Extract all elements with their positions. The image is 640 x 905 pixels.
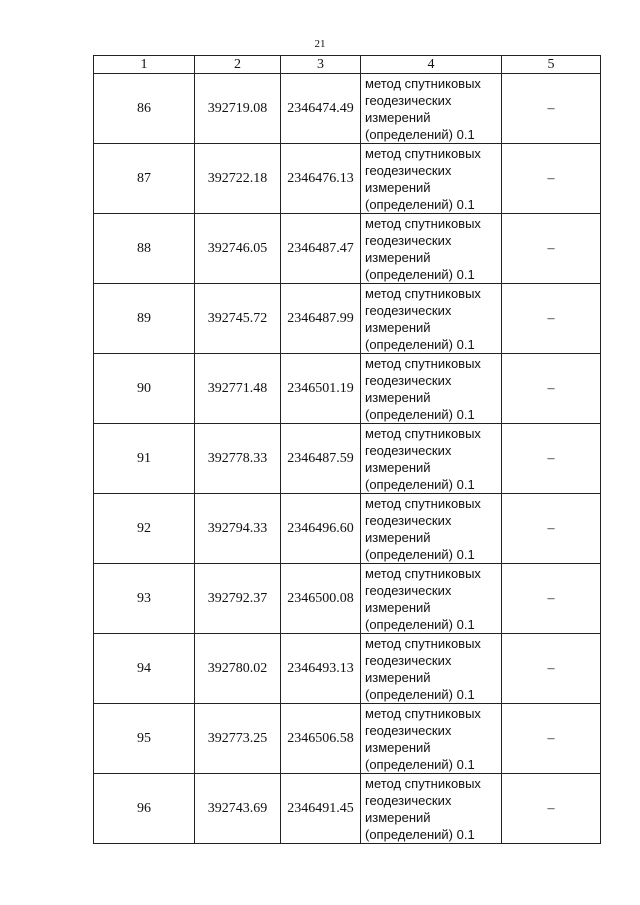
method-text: метод спутниковых геодезических измерений (определений) 0.1 bbox=[365, 495, 481, 562]
method-text: метод спутниковых геодезических измерений (определений) 0.1 bbox=[365, 705, 481, 772]
point-number-cell: 96 bbox=[94, 774, 195, 844]
point-number-cell: 89 bbox=[94, 284, 195, 354]
column-header: 2 bbox=[195, 56, 281, 74]
table-row bbox=[94, 424, 601, 494]
note-cell: – bbox=[502, 284, 601, 354]
method-cell bbox=[361, 774, 502, 844]
point-number-cell: 94 bbox=[94, 634, 195, 704]
y-coordinate-cell: 2346491.45 bbox=[281, 774, 361, 844]
table-row bbox=[94, 634, 601, 704]
x-coordinate-cell: 392743.69 bbox=[195, 774, 281, 844]
table-row bbox=[94, 494, 601, 564]
column-header: 5 bbox=[502, 56, 601, 74]
method-cell bbox=[361, 354, 502, 424]
x-coordinate-cell: 392778.33 bbox=[195, 424, 281, 494]
method-cell bbox=[361, 424, 502, 494]
point-number-cell: 87 bbox=[94, 144, 195, 214]
column-header: 3 bbox=[281, 56, 361, 74]
table-header-row bbox=[94, 56, 601, 74]
note-cell: – bbox=[502, 424, 601, 494]
method-cell bbox=[361, 494, 502, 564]
method-text: метод спутниковых геодезических измерений (определений) 0.1 bbox=[365, 75, 481, 142]
y-coordinate-cell: 2346487.99 bbox=[281, 284, 361, 354]
table-body bbox=[94, 74, 601, 844]
method-cell bbox=[361, 564, 502, 634]
method-cell bbox=[361, 284, 502, 354]
note-cell: – bbox=[502, 214, 601, 284]
note-cell: – bbox=[502, 354, 601, 424]
point-number-cell: 93 bbox=[94, 564, 195, 634]
table-row bbox=[94, 774, 601, 844]
point-number-cell: 92 bbox=[94, 494, 195, 564]
method-text: метод спутниковых геодезических измерений (определений) 0.1 bbox=[365, 215, 481, 282]
y-coordinate-cell: 2346493.13 bbox=[281, 634, 361, 704]
x-coordinate-cell: 392780.02 bbox=[195, 634, 281, 704]
x-coordinate-cell: 392773.25 bbox=[195, 704, 281, 774]
note-cell: – bbox=[502, 144, 601, 214]
method-text: метод спутниковых геодезических измерений (определений) 0.1 bbox=[365, 145, 481, 212]
y-coordinate-cell: 2346474.49 bbox=[281, 74, 361, 144]
x-coordinate-cell: 392771.48 bbox=[195, 354, 281, 424]
y-coordinate-cell: 2346500.08 bbox=[281, 564, 361, 634]
point-number-cell: 95 bbox=[94, 704, 195, 774]
point-number-cell: 86 bbox=[94, 74, 195, 144]
column-header: 4 bbox=[361, 56, 502, 74]
method-text: метод спутниковых геодезических измерений (определений) 0.1 bbox=[365, 775, 481, 842]
point-number-cell: 88 bbox=[94, 214, 195, 284]
note-cell: – bbox=[502, 564, 601, 634]
table-row bbox=[94, 564, 601, 634]
table-row bbox=[94, 354, 601, 424]
method-cell bbox=[361, 74, 502, 144]
table-row bbox=[94, 704, 601, 774]
y-coordinate-cell: 2346476.13 bbox=[281, 144, 361, 214]
point-number-cell: 90 bbox=[94, 354, 195, 424]
method-cell bbox=[361, 634, 502, 704]
x-coordinate-cell: 392792.37 bbox=[195, 564, 281, 634]
method-text: метод спутниковых геодезических измерений (определений) 0.1 bbox=[365, 425, 481, 492]
method-text: метод спутниковых геодезических измерений (определений) 0.1 bbox=[365, 355, 481, 422]
note-cell: – bbox=[502, 704, 601, 774]
method-cell bbox=[361, 144, 502, 214]
table-row bbox=[94, 214, 601, 284]
note-cell: – bbox=[502, 634, 601, 704]
x-coordinate-cell: 392722.18 bbox=[195, 144, 281, 214]
point-number-cell: 91 bbox=[94, 424, 195, 494]
y-coordinate-cell: 2346496.60 bbox=[281, 494, 361, 564]
table-row bbox=[94, 284, 601, 354]
y-coordinate-cell: 2346506.58 bbox=[281, 704, 361, 774]
column-header: 1 bbox=[94, 56, 195, 74]
x-coordinate-cell: 392746.05 bbox=[195, 214, 281, 284]
y-coordinate-cell: 2346487.47 bbox=[281, 214, 361, 284]
method-cell bbox=[361, 704, 502, 774]
method-cell bbox=[361, 214, 502, 284]
table-row bbox=[94, 74, 601, 144]
note-cell: – bbox=[502, 494, 601, 564]
y-coordinate-cell: 2346501.19 bbox=[281, 354, 361, 424]
y-coordinate-cell: 2346487.59 bbox=[281, 424, 361, 494]
page-number: 21 bbox=[314, 38, 326, 50]
table-row bbox=[94, 144, 601, 214]
x-coordinate-cell: 392794.33 bbox=[195, 494, 281, 564]
method-text: метод спутниковых геодезических измерений (определений) 0.1 bbox=[365, 635, 481, 702]
note-cell: – bbox=[502, 74, 601, 144]
method-text: метод спутниковых геодезических измерений (определений) 0.1 bbox=[365, 285, 481, 352]
x-coordinate-cell: 392745.72 bbox=[195, 284, 281, 354]
coordinates-table bbox=[93, 55, 601, 844]
x-coordinate-cell: 392719.08 bbox=[195, 74, 281, 144]
method-text: метод спутниковых геодезических измерений (определений) 0.1 bbox=[365, 565, 481, 632]
note-cell: – bbox=[502, 774, 601, 844]
